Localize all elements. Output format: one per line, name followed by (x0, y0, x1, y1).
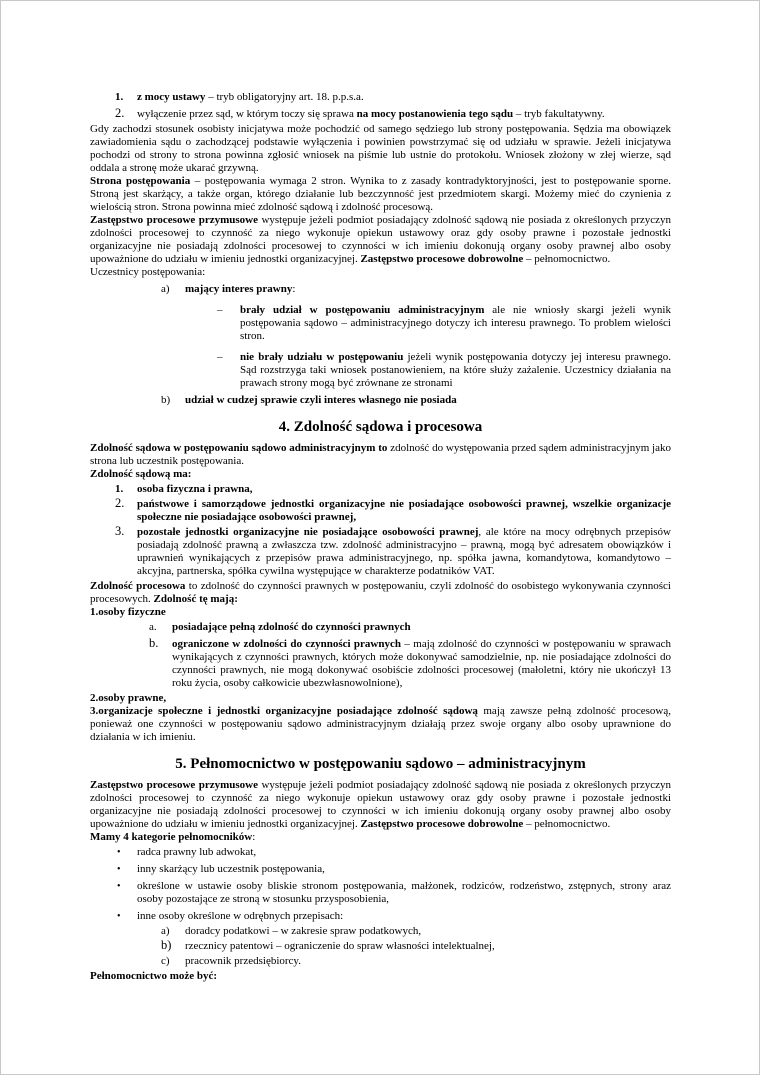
list-marker: – (217, 351, 223, 363)
list-marker: – (217, 304, 223, 316)
text-run: występuje jeżeli podmiot posiadający zdolność sądową nie posiada z określonych przyczyn zdolności procesowej to czynność za niego wykonuje opiekun ustawowy oraz gdy osoby prawne i pozostałe jednostki organizacyjne nie posiadają zdolności procesowej to czynności w ich imieniu dokonują organy osoby prawnej albo osoby upoważnione do udziału w imieniu jednostki organizacyjnej. (90, 214, 671, 265)
paragraph (90, 831, 671, 844)
text-run-bold: mający interes prawny (185, 283, 293, 295)
list-marker: • (117, 911, 121, 922)
text-run-bold: Mamy 4 kategorie pełnomocników (90, 831, 253, 843)
list-marker: a. (149, 621, 157, 633)
text-run-bold: brały udział w postępowaniu administracyjnym (240, 304, 485, 316)
text-run-bold: udział w cudzej sprawie czyli interes własnego nie posiada (185, 394, 457, 406)
paragraph (90, 606, 671, 619)
paragraph (90, 214, 671, 266)
list-item (90, 483, 671, 496)
text-run: – tryb fakultatywny. (513, 108, 605, 120)
list-item (90, 283, 671, 296)
list-item (90, 910, 671, 923)
text-run: ale nie wniosły skargi jeżeli wynik postępowania sądowo – administracyjnego dotyczy ich interesu prawnego. To problem wielości stron. (240, 304, 671, 342)
list-marker: • (117, 847, 121, 858)
paragraph (90, 779, 671, 831)
text-run: radca prawny lub adwokat, (137, 846, 257, 858)
list-item (90, 621, 671, 634)
text-run-bold: posiadające pełną zdolność do czynności prawnych (172, 621, 411, 633)
list-marker: 1. (115, 483, 124, 495)
list-item (90, 638, 671, 690)
list-item (90, 940, 671, 953)
text-run: rzecznicy patentowi – ograniczenie do spraw własności intelektualnej, (185, 940, 495, 952)
text-run-bold: 2.osoby prawne, (90, 692, 167, 704)
list-item (90, 108, 671, 121)
list-item (90, 863, 671, 876)
document-content (90, 91, 671, 983)
text-run: Uczestnicy postępowania: (90, 266, 206, 278)
text-run: określone w ustawie osoby bliskie stronom postępowania, małżonek, rodziców, rodzeństwo, zstępnych, strony araz osoby pozostające ze stroną w stosunku przysposobienia, (137, 880, 671, 905)
paragraph (90, 705, 671, 744)
list-item (90, 394, 671, 407)
list-marker: b. (149, 636, 159, 650)
text-run-bold: nie brały udziału w postępowaniu (240, 351, 404, 363)
list-item (90, 846, 671, 859)
text-run: pracownik przedsiębiorcy. (185, 955, 301, 967)
text-run-bold: 3.organizacje społeczne i jednostki organizacyjne posiadające zdolność sądową (90, 705, 478, 717)
list-marker: • (117, 881, 121, 892)
text-run: występuje jeżeli podmiot posiadający zdolność sądową nie posiada z określonych przyczyn zdolności procesowej to czynność za niego wykonuje opiekun ustawowy oraz gdy osoby prawne i pozostałe jednostki organizacyjne nie posiadają zdolności procesowej to czynności w ich imieniu dokonują organy osoby prawnej albo osoby upoważnione do udziału w imieniu jednostki organizacyjnej. (90, 779, 671, 830)
list-item (90, 955, 671, 968)
text-run: zdolność do występowania przed sądem administracyjnym jako strona lub uczestnik postępowania. (90, 442, 671, 467)
text-run-bold: Zastępstwo procesowe dobrowolne (360, 253, 524, 265)
list-item (90, 351, 671, 390)
text-run: – tryb obligatoryjny art. 18. p.p.s.a. (205, 91, 364, 103)
paragraph (90, 266, 671, 279)
text-run: : (252, 831, 256, 843)
text-run: – pełnomocnictwo. (523, 253, 611, 265)
text-run-bold: Zdolność sądowa w postępowaniu sądowo administracyjnym to (90, 442, 388, 454)
text-run-bold: Strona postępowania (90, 175, 191, 187)
text-run: – pełnomocnictwo. (523, 818, 611, 830)
paragraph (90, 692, 671, 705)
list-item (90, 880, 671, 906)
text-run: Gdy zachodzi stosunek osobisty inicjatywa może pochodzić od samego sędziego lub strony postępowania. Sędzia ma obowiązek zawiadomienia sądu o zachodzącej podstawie wyłączenia i powinien powstrzymać się od udziału w sprawie. Jeżeli inicjatywa pochodzi od strony to strona powinna zgłosić wniosek na piśmie lub ustnie do protokołu. Wniosek złożony w złej wierze, sąd oddala a stronę może ukarać grzywną. (90, 123, 671, 174)
text-run-bold: Zastępstwo procesowe przymusowe (90, 779, 258, 791)
list-item (90, 304, 671, 343)
list-marker: 1. (115, 91, 124, 103)
paragraph (90, 442, 671, 468)
text-run-bold: Zdolność tę mają: (153, 593, 238, 605)
paragraph (90, 580, 671, 606)
text-run-bold: z mocy ustawy (137, 91, 206, 103)
list-item (90, 526, 671, 578)
text-run: : (292, 283, 296, 295)
text-run: doradcy podatkowi – w zakresie spraw podatkowych, (185, 925, 422, 937)
paragraph (90, 970, 671, 983)
section-heading: 4. Zdolność sądowa i procesowa (278, 419, 483, 435)
text-run-bold: pozostałe jednostki organizacyjne nie posiadające osobowości prawnej (137, 526, 479, 538)
text-run: to zdolność do czynności prawnych w postępowaniu, czyli zdolność do osobistego wykonywania czynności procesowych. (90, 580, 671, 605)
paragraph (90, 175, 671, 214)
text-run-bold: Zastępstwo procesowe przymusowe (90, 214, 258, 226)
list-marker: 2. (115, 496, 125, 510)
text-run: jeżeli wynik postępowania dotyczy jej interesu prawnego. Sąd rozstrzyga taki wniosek postanowieniem, na które służy zażalenie. Uczestnicy działania na prawach strony mogą być zrównane ze stronami (240, 351, 672, 389)
text-run: wyłączenie przez sąd, w którym toczy się sprawa (137, 108, 357, 120)
paragraph (90, 123, 671, 175)
text-run-bold: na mocy postanowienia tego sądu (356, 108, 514, 120)
list-item (90, 91, 671, 104)
list-marker: a) (161, 925, 170, 937)
list-marker: 3. (115, 524, 125, 538)
text-run-bold: Pełnomocnictwo może być: (90, 970, 218, 982)
list-marker: a) (161, 283, 170, 295)
text-run: mają zawsze pełną zdolność procesową, ponieważ one czynności w postępowaniu sądowo administracyjnym działają przez swoje organy albo osoby uprawnione do działania w ich imieniu. (90, 705, 671, 743)
text-run-bold: 1.osoby fizyczne (90, 606, 166, 618)
section-heading: 5. Pełnomocnictwo w postępowaniu sądowo – administracyjnym (175, 756, 586, 772)
text-run: inny skarżący lub uczestnik postępowania, (137, 863, 325, 875)
list-marker: • (117, 864, 121, 875)
paragraph (90, 468, 671, 481)
text-run-bold: Zdolność procesowa (90, 580, 186, 592)
list-item (90, 925, 671, 938)
text-run-bold: Zdolność sądową ma: (90, 468, 192, 480)
text-run: , ale które na mocy odrębnych przepisów posiadają zdolność prawną a zwłaszcza tzw. zdolność administracyjno – prawną, mogą być adresatem obowiązków i uprawnień wynikających z przepisów prawa administracyjnego, np. spółka jawna, komandytowa, komandytowo – akcyjna, partnerska, spółka cywilna występujące w charakterze podatników VAT. (137, 526, 671, 577)
list-marker: b) (161, 394, 171, 406)
text-run-bold: Zastępstwo procesowe dobrowolne (360, 818, 524, 830)
text-run: – mają zdolność do czynności w postępowaniu w sprawach wynikających z czynności prawnych, których może dokonywać samodzielnie, np. nie posiadające zdolności do czynności prawnych, nie mogą dokonywać osobiście zdolności procesowej (małoletni, który nie ukończył 13 roku życia, osoby całkowicie ubezwłasnowolnione), (172, 638, 671, 689)
list-marker: 2. (115, 106, 125, 120)
list-item (90, 498, 671, 524)
text-run: inne osoby określone w odrębnych przepisach: (137, 910, 344, 922)
list-marker: b) (161, 938, 172, 952)
text-run-bold: osoba fizyczna i prawna, (137, 483, 253, 495)
text-run-bold: państwowe i samorządowe jednostki organizacyjne nie posiadające osobowości prawnej, wszelkie organizacje społeczne nie posiadające osobowości prawnej, (137, 498, 671, 523)
text-run-bold: ograniczone w zdolności do czynności prawnych (172, 638, 401, 650)
text-run: – postępowania wymaga 2 stron. Wynika to z zasady kontradyktoryjności, jest to postępowanie sporne. Stroną jest skarżący, a także organ, którego działanie lub bezczynność jest przedmiotem skargi. Możemy mieć do czynienia z wielością stron. Strona powinna mieć zdolność sądową i zdolność procesową. (90, 175, 671, 213)
list-marker: c) (161, 955, 170, 967)
